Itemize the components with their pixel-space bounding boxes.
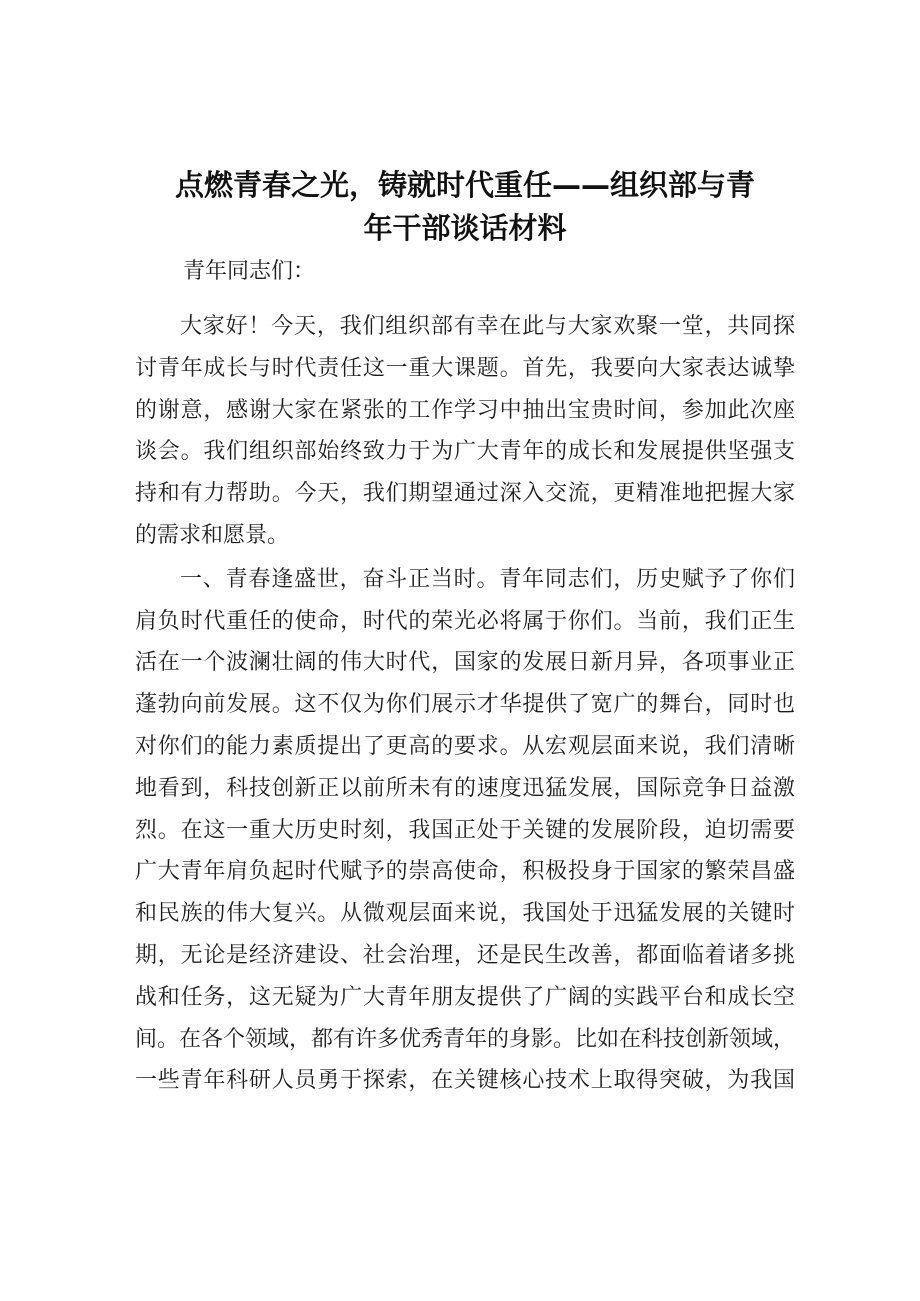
- paragraph-line: 谈会。我们组织部始终致力于为广大青年的成长和发展提供坚强支: [135, 439, 795, 465]
- paragraph-line: 地看到，科技创新正以前所未有的速度迅猛发展，国际竞争日益激: [135, 775, 795, 801]
- salutation: 青年同志们：: [183, 259, 316, 284]
- paragraph-line: 活在一个波澜壮阔的伟大时代，国家的发展日新月异，各项事业正: [135, 650, 795, 676]
- paragraph-line: 肩负时代重任的使命，时代的荣光必将属于你们。当前，我们正生: [135, 608, 795, 634]
- paragraph-line: 一些青年科研人员勇于探索，在关键核心技术上取得突破，为我国: [135, 1068, 795, 1094]
- title-line-2: 年干部谈话材料: [363, 211, 567, 245]
- paragraph-line: 大家好！今天，我们组织部有幸在此与大家欢聚一堂，共同探: [180, 314, 795, 339]
- paragraph-line: 期，无论是经济建设、社会治理，还是民生改善，都面临着诸多挑: [135, 942, 795, 968]
- paragraph-line: 一、青春逢盛世，奋斗正当时。青年同志们，历史赋予了你们: [180, 566, 795, 592]
- paragraph-line: 的需求和愿景。: [135, 522, 290, 548]
- paragraph-1: [135, 306, 795, 557]
- paragraph-line: 持和有力帮助。今天，我们期望通过深入交流，更精准地把握大家: [135, 481, 795, 507]
- paragraph-line: 蓬勃向前发展。这不仅为你们展示才华提供了宽广的舞台，同时也: [135, 692, 795, 718]
- paragraph-line: 讨青年成长与时代责任这一重大课题。首先，我要向大家表达诚挚: [135, 355, 795, 381]
- paragraph-line: 间。在各个领域，都有许多优秀青年的身影。比如在科技创新领域，: [135, 1026, 795, 1052]
- paragraph-line: 和民族的伟大复兴。从微观层面来说，我国处于迅猛发展的关键时: [135, 901, 795, 927]
- paragraph-line: 对你们的能力素质提出了更高的要求。从宏观层面来说，我们清晰: [135, 733, 795, 759]
- title-line-1: 点燃青春之光，铸就时代重任——组织部与青: [174, 168, 755, 202]
- paragraph-line: 的谢意，感谢大家在紧张的工作学习中抽出宝贵时间，参加此次座: [135, 397, 795, 423]
- document-title: [135, 164, 795, 250]
- paragraph-line: 广大青年肩负起时代赋予的崇高使命，积极投身于国家的繁荣昌盛: [135, 859, 795, 885]
- paragraph-2: [135, 559, 795, 1102]
- paragraph-line: 烈。在这一重大历史时刻，我国正处于关键的发展阶段，迫切需要: [135, 817, 795, 843]
- paragraph-line: 战和任务，这无疑为广大青年朋友提供了广阔的实践平台和成长空: [135, 984, 795, 1010]
- document-content: [135, 164, 795, 1102]
